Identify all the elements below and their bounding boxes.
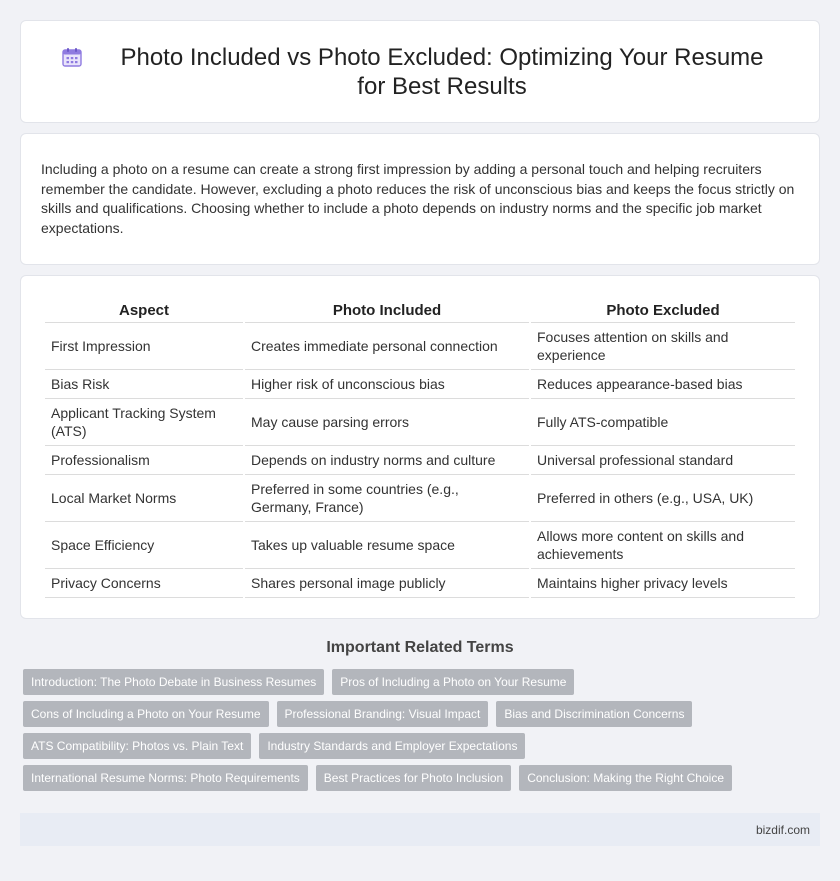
cell-photo-included: Takes up valuable resume space <box>245 522 529 569</box>
related-term-tag[interactable]: Best Practices for Photo Inclusion <box>316 765 511 791</box>
calendar-icon <box>61 46 83 68</box>
comparison-table <box>43 298 797 598</box>
related-terms-list <box>20 669 820 791</box>
cell-photo-included: Shares personal image publicly <box>245 569 529 598</box>
table-row <box>45 323 795 370</box>
cell-aspect: Bias Risk <box>45 370 243 399</box>
table-row <box>45 399 795 446</box>
related-terms-title: Important Related Terms <box>326 639 514 656</box>
header-aspect: Aspect <box>45 298 243 323</box>
cell-aspect: Privacy Concerns <box>45 569 243 598</box>
related-term-tag[interactable]: Professional Branding: Visual Impact <box>277 701 489 727</box>
cell-photo-excluded: Maintains higher privacy levels <box>531 569 795 598</box>
cell-photo-excluded: Universal professional standard <box>531 446 795 475</box>
cell-photo-excluded: Allows more content on skills and achievements <box>531 522 795 569</box>
intro-text: Including a photo on a resume can create a strong first impression by adding a personal touch and helping recruiters remember the candidate. However, excluding a photo reduces the risk of unconscious bias and keeps the focus strictly on skills and qualifications. Choosing whether to include a photo depends on industry norms and the specific job market expectations. <box>41 161 795 236</box>
cell-photo-excluded: Reduces appearance-based bias <box>531 370 795 399</box>
cell-photo-included: Depends on industry norms and culture <box>245 446 529 475</box>
footer <box>20 813 820 846</box>
related-term-tag[interactable]: Introduction: The Photo Debate in Business Resumes <box>23 669 324 695</box>
table-row <box>45 370 795 399</box>
cell-photo-excluded: Focuses attention on skills and experience <box>531 323 795 370</box>
related-term-tag[interactable]: Bias and Discrimination Concerns <box>496 701 692 727</box>
intro-card <box>20 133 820 265</box>
related-term-tag[interactable]: ATS Compatibility: Photos vs. Plain Text <box>23 733 251 759</box>
related-term-tag[interactable]: Cons of Including a Photo on Your Resume <box>23 701 269 727</box>
cell-aspect: Applicant Tracking System (ATS) <box>45 399 243 446</box>
cell-photo-included: Higher risk of unconscious bias <box>245 370 529 399</box>
cell-aspect: Local Market Norms <box>45 475 243 522</box>
related-term-tag[interactable]: Conclusion: Making the Right Choice <box>519 765 732 791</box>
table-row <box>45 475 795 522</box>
cell-aspect: Space Efficiency <box>45 522 243 569</box>
comparison-card <box>20 275 820 619</box>
footer-site[interactable]: bizdif.com <box>755 822 810 837</box>
table-row <box>45 522 795 569</box>
cell-photo-excluded: Fully ATS-compatible <box>531 399 795 446</box>
cell-aspect: Professionalism <box>45 446 243 475</box>
cell-aspect: First Impression <box>45 323 243 370</box>
table-row <box>45 569 795 598</box>
header-photo-included: Photo Included <box>245 298 529 323</box>
related-term-tag[interactable]: International Resume Norms: Photo Requirements <box>23 765 308 791</box>
title-card <box>20 20 820 123</box>
cell-photo-included: Creates immediate personal connection <box>245 323 529 370</box>
table-row <box>45 446 795 475</box>
cell-photo-excluded: Preferred in others (e.g., USA, UK) <box>531 475 795 522</box>
cell-photo-included: May cause parsing errors <box>245 399 529 446</box>
related-term-tag[interactable]: Pros of Including a Photo on Your Resume <box>332 669 574 695</box>
related-term-tag[interactable]: Industry Standards and Employer Expectations <box>259 733 525 759</box>
header-photo-excluded: Photo Excluded <box>531 298 795 323</box>
title-wrap <box>61 43 779 101</box>
table-header-row <box>45 298 795 323</box>
cell-photo-included: Preferred in some countries (e.g., Germany, France) <box>245 475 529 522</box>
page-title: Photo Included vs Photo Excluded: Optimizing Your Resume for Best Results <box>120 43 764 100</box>
